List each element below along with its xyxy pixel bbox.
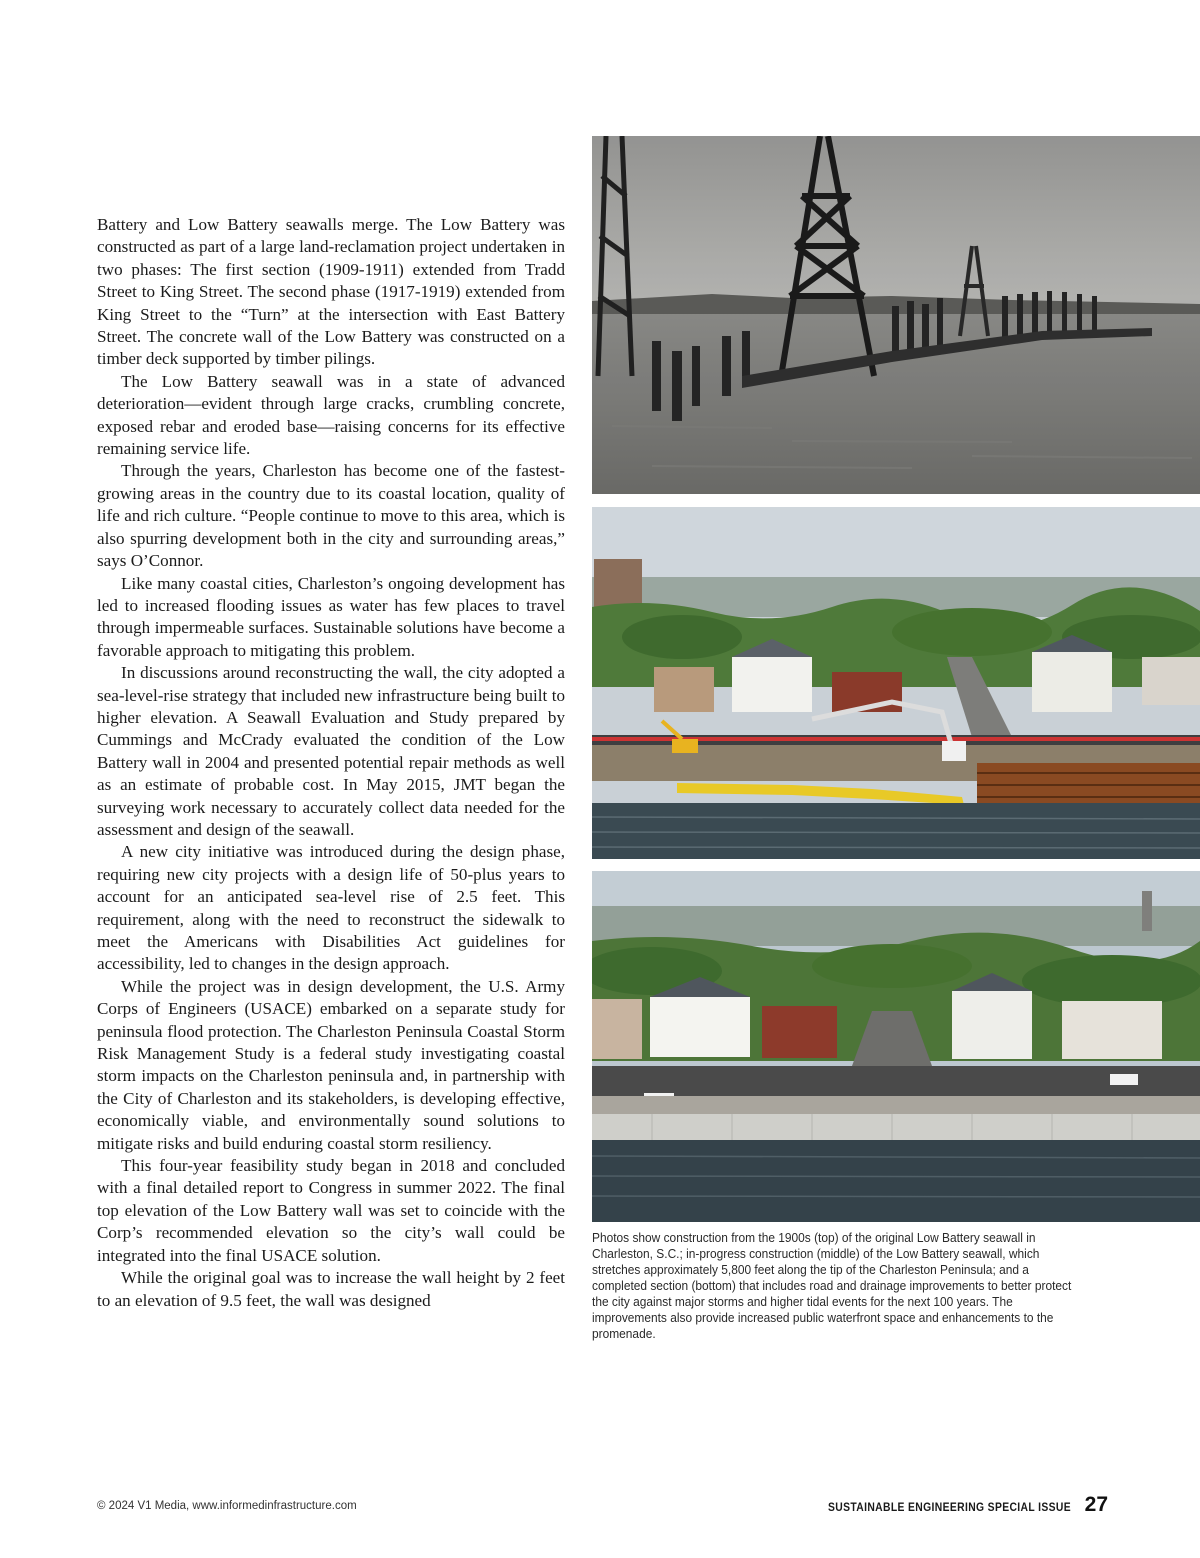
historic-construction-photo: [592, 136, 1200, 494]
article-paragraph: While the project was in design development, the U.S. Army Corps of Engineers (USACE) embarked on a separate study for peninsula flood protection. The Charleston Peninsula Coastal Storm Risk Management Study is a federal study investigating coastal storm impacts on the Charleston peninsula and, in partnership with the City of Charleston and its stakeholders, is developing effective, economically viable, and environmentally sound solutions to mitigate risks and build enduring coastal storm resiliency.: [97, 976, 565, 1153]
footer-copyright: © 2024 V1 Media, www.informedinfrastructure.com: [97, 1500, 357, 1512]
article-paragraph: Like many coastal cities, Charleston’s ongoing development has led to increased flooding issues as water has few places to travel through impermeable surfaces. Sustainable solutions have become a favorable approach to mitigating this problem.: [97, 573, 565, 660]
article-paragraph: While the original goal was to increase the wall height by 2 feet to an elevation of 9.5 feet, the wall was designed: [97, 1268, 565, 1310]
footer-section: [801, 1493, 1108, 1517]
article-body: [97, 214, 565, 1312]
completed-seawall-photo: [592, 871, 1200, 1222]
section-title: SUSTAINABLE ENGINEERING SPECIAL ISSUE: [827, 1502, 1071, 1514]
article-paragraph: A new city initiative was introduced during the design phase, requiring new city projects with a design life of 50-plus years to account for an anticipated sea-level rise of 2.5 feet. This requirement, along with the need to reconstruct the sidewalk to meet the Americans with Disabilities Act guidelines for accessibility, led to changes in the design approach.: [97, 842, 565, 974]
article-paragraph: The Low Battery seawall was in a state of advanced deterioration—evident through large cracks, crumbling concrete, exposed rebar and eroded base—raising concerns for its effective remaining service life.: [97, 371, 565, 459]
page-number: 27: [1084, 1493, 1108, 1516]
article-paragraph: In discussions around reconstructing the wall, the city adopted a sea-level-rise strategy that included new infrastructure being built to higher elevation. A Seawall Evaluation and Study prepared by Cummings and McCrady evaluated the condition of the Low Battery wall in 2004 and presented potential repair methods as well as an estimate of probable cost. In May 2015, JMT began the surveying work necessary to accurately collect data needed for the assessment and design of the seawall.: [97, 663, 565, 839]
photo-caption: Photos show construction from the 1900s (top) of the original Low Battery seawall in Charleston, S.C.; in-progress construction (middle) of the Low Battery seawall, which stretches approximately 5,800 feet along the tip of the Charleston Peninsula; and a completed section (bottom) that includes road and drainage improvements to better protect the city against major storms and higher tidal events for the next 100 years. The improvements also provide increased public waterfront space and enhancements to the promenade.: [592, 1231, 1072, 1341]
article-paragraph: This four-year feasibility study began in 2018 and concluded with a final detailed report to Congress in summer 2022. The final top elevation of the Low Battery wall was set to coincide with the Corp’s recommended elevation so the city’s wall could be integrated into the final USACE solution.: [97, 1156, 565, 1265]
article-paragraph: Through the years, Charleston has become one of the fastest-growing areas in the country due to its coastal location, quality of life and rich culture. “People continue to move to this area, which is also spurring development both in the city and surrounding areas,” says O’Connor.: [97, 461, 565, 571]
article-paragraph: Battery and Low Battery seawalls merge. The Low Battery was constructed as part of a large land-reclamation project undertaken in two phases: The first section (1909-1911) extended from Tradd Street to King Street. The second phase (1917-1919) extended from King Street to the “Turn” at the intersection with East Battery Street. The concrete wall of the Low Battery was constructed on a timber deck supported by timber pilings.: [97, 215, 565, 369]
construction-progress-photo: [592, 507, 1200, 859]
